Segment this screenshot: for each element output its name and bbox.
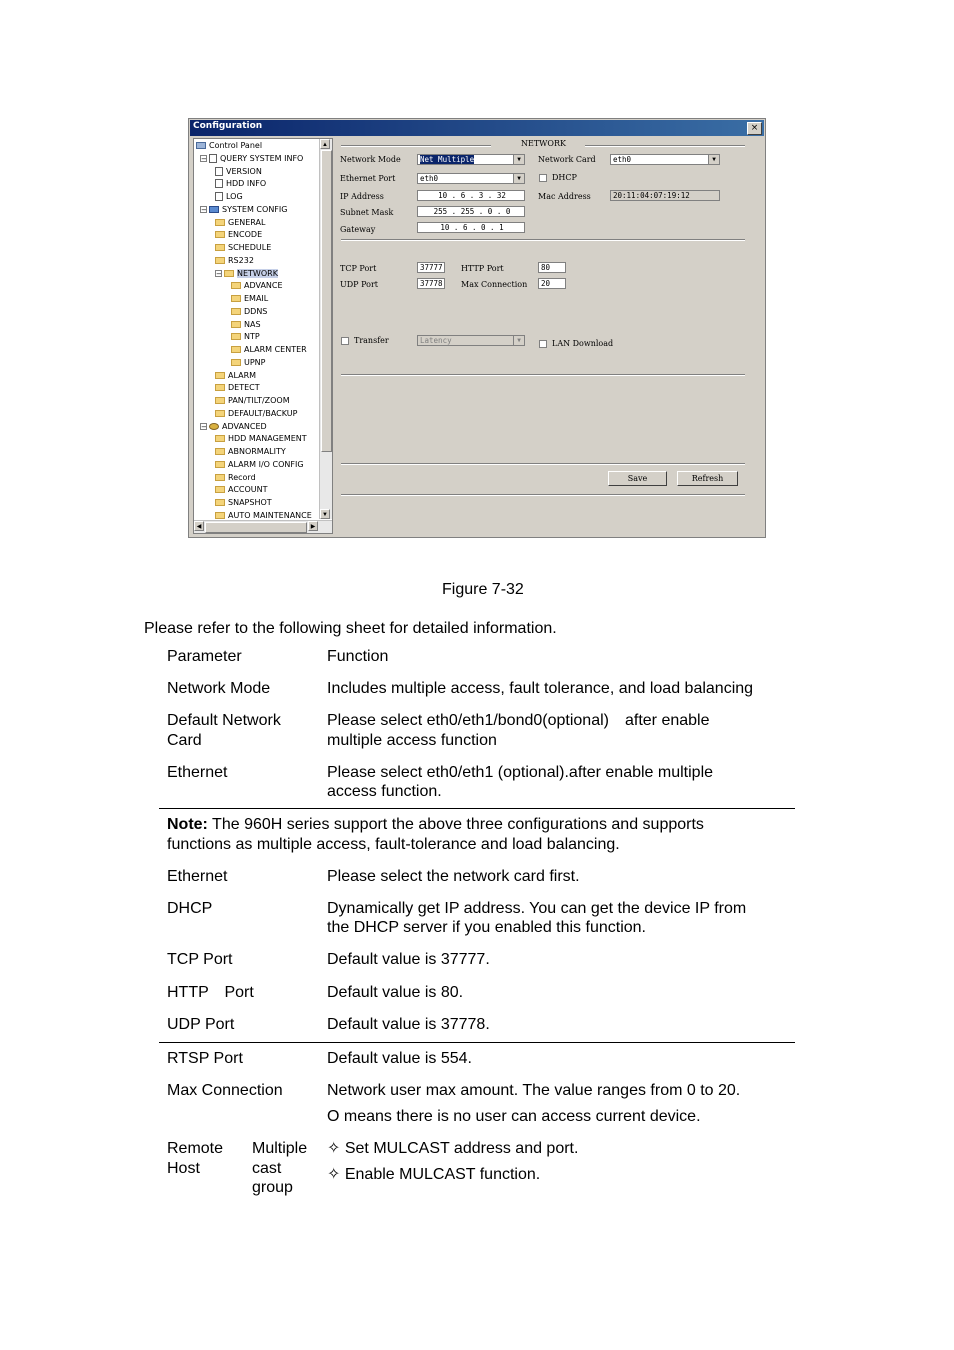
folder-icon (215, 231, 225, 238)
func-default-card-l2: multiple access function (327, 732, 497, 749)
tree-item-label: VERSION (226, 166, 262, 176)
tree-item-label: NAS (244, 319, 261, 329)
tree-item[interactable] (231, 358, 266, 368)
param-dhcp: DHCP (167, 900, 213, 917)
param-multicast-l2: cast (252, 1160, 282, 1177)
tree-item-label: ALARM (228, 370, 257, 380)
func-rtsp-port: Default value is 554. (327, 1050, 472, 1067)
intro-text: Please refer to the following sheet for detailed information. (144, 620, 557, 637)
config-icon (209, 206, 219, 213)
folder-icon (215, 372, 225, 379)
tree-item[interactable] (231, 307, 267, 317)
gears-icon (209, 423, 219, 430)
info-doc-icon (215, 192, 223, 201)
ip-address-input[interactable]: 10 . 6 . 3 . 32 (417, 190, 525, 201)
refresh-button[interactable]: Refresh (677, 471, 738, 486)
tree-item-label: LOG (226, 192, 243, 201)
tree-item[interactable] (215, 434, 307, 444)
tree-item[interactable] (215, 498, 272, 508)
dhcp-checkbox[interactable] (539, 174, 547, 182)
folder-icon (215, 244, 225, 251)
udp-port-input[interactable]: 37778 (417, 278, 445, 289)
param-http-port: HTTP Port (167, 984, 254, 1001)
chevron-down-icon[interactable]: ▼ (513, 336, 524, 345)
tree-item-label: AUTO MAINTENANCE (228, 510, 312, 520)
divider (585, 145, 745, 147)
tree-item-label: NETWORK (237, 268, 278, 278)
folder-icon (215, 397, 225, 404)
folder-icon (215, 474, 225, 481)
tree-item[interactable] (196, 141, 262, 151)
param-default-card-l2: Card (167, 732, 202, 749)
tree-item[interactable] (215, 218, 265, 228)
tree-item-label: ALARM I/O CONFIG (228, 459, 304, 469)
param-default-card-l1: Default Network (167, 712, 281, 729)
folder-icon (231, 321, 241, 328)
tree-item[interactable] (231, 332, 260, 342)
param-rtsp-port: RTSP Port (167, 1050, 243, 1067)
tcp-port-label: TCP Port (340, 264, 377, 273)
tree-view (193, 138, 333, 534)
tree-item[interactable] (231, 345, 307, 355)
folder-icon (215, 410, 225, 417)
table-rule (159, 808, 795, 809)
param-udp-port: UDP Port (167, 1016, 235, 1033)
info-doc-icon (215, 179, 223, 188)
tree-item-label: ACCOUNT (228, 485, 268, 495)
tree-item-label: ADVANCED (222, 421, 267, 431)
tree-item-label: PAN/TILT/ZOOM (228, 396, 290, 405)
chevron-down-icon[interactable]: ▼ (513, 155, 524, 164)
tree-item[interactable] (215, 473, 256, 483)
tree-item[interactable] (215, 243, 271, 253)
tree-item[interactable] (200, 422, 267, 432)
scroll-thumb[interactable] (321, 150, 332, 452)
ethernet-port-label: Ethernet Port (340, 174, 396, 183)
info-doc-icon (215, 167, 223, 176)
param-network-mode: Network Mode (167, 680, 271, 697)
func-ethernet-l1: Please select eth0/eth1 (optional).after enable multiple (327, 764, 714, 781)
tree-item-label: HDD MANAGEMENT (228, 434, 307, 444)
mac-address-label: Mac Address (538, 192, 591, 201)
divider (341, 463, 745, 465)
func-udp-port: Default value is 37778. (327, 1016, 490, 1033)
header-function: Function (327, 648, 389, 665)
tree-item[interactable] (215, 269, 278, 279)
tree-item-label: QUERY SYSTEM INFO (220, 153, 304, 163)
tree-item[interactable] (200, 205, 287, 215)
param-ethernet: Ethernet (167, 764, 228, 781)
func-tcp-port: Default value is 37777. (327, 951, 490, 968)
param-multicast-l3: group (252, 1179, 293, 1196)
folder-icon (215, 435, 225, 442)
tree-item[interactable] (215, 192, 243, 202)
tree-item[interactable] (215, 179, 266, 189)
tree-item-label: GENERAL (228, 217, 266, 227)
folder-icon (231, 295, 241, 302)
folder-icon (215, 257, 225, 264)
network-mode-dropdown[interactable] (417, 154, 525, 165)
tree-item-label: HDD INFO (226, 179, 267, 189)
info-doc-icon (209, 154, 217, 163)
collapse-icon[interactable]: − (201, 422, 207, 431)
dhcp-label: DHCP (552, 173, 577, 182)
tree-item[interactable] (215, 396, 290, 406)
bullet-set-mulcast: ✧ Set MULCAST address and port. (327, 1140, 579, 1157)
gateway-input[interactable]: 10 . 6 . 0 . 1 (417, 222, 525, 233)
note-text: The 960H series support the above three configurations and supports (207, 816, 704, 833)
ip-address-label: IP Address (340, 192, 384, 201)
bullet-enable-mulcast: ✧ Enable MULCAST function. (327, 1166, 541, 1183)
folder-icon (215, 461, 225, 468)
title-bar (190, 120, 764, 136)
lan-download-checkbox[interactable] (539, 340, 547, 348)
func-default-card-l1: Please select eth0/eth1/bond0(optional) after enable (327, 712, 710, 729)
network-mode-label: Network Mode (340, 155, 401, 164)
collapse-icon[interactable]: − (201, 205, 207, 214)
func-max-connection-l2: O means there is no user can access current device. (327, 1108, 701, 1125)
max-connection-input[interactable]: 20 (538, 278, 566, 289)
tree-item-label: DDNS (244, 306, 268, 316)
subnet-mask-input[interactable]: 255 . 255 . 0 . 0 (417, 206, 525, 217)
tree-item-label: UPNP (244, 357, 266, 367)
func-network-mode: Includes multiple access, fault tolerance, and load balancing (327, 680, 754, 697)
http-port-input[interactable]: 80 (538, 262, 566, 273)
collapse-icon[interactable]: − (201, 154, 207, 163)
folder-icon (231, 346, 241, 353)
param-max-connection: Max Connection (167, 1082, 283, 1099)
func-dhcp-l2: the DHCP server if you enabled this function. (327, 919, 646, 936)
tree-item[interactable] (215, 230, 262, 240)
folder-icon (215, 512, 225, 519)
network-card-value: eth0 (613, 155, 632, 164)
network-card-dropdown[interactable] (610, 154, 720, 165)
folder-open-icon (224, 270, 234, 277)
tree-item[interactable] (215, 383, 260, 393)
folder-icon (215, 384, 225, 391)
collapse-icon[interactable]: − (216, 269, 222, 278)
chevron-down-icon[interactable]: ▼ (708, 155, 719, 164)
folder-icon (231, 333, 241, 340)
header-parameter: Parameter (167, 648, 242, 665)
hscroll-thumb[interactable] (205, 522, 307, 533)
tree-item-label: SNAPSHOT (228, 498, 272, 507)
tree-item-label: Control Panel (209, 141, 263, 150)
param-remote-l1: Remote (167, 1140, 224, 1157)
gateway-label: Gateway (340, 225, 376, 234)
close-icon[interactable]: × (747, 122, 762, 135)
configuration-window (188, 118, 766, 538)
folder-icon (231, 308, 241, 315)
http-port-label: HTTP Port (461, 264, 504, 273)
param-remote-l2: Host (167, 1160, 200, 1177)
tree-vertical-scrollbar[interactable] (319, 139, 332, 519)
folder-icon (215, 486, 225, 493)
chevron-down-icon[interactable]: ▼ (513, 174, 524, 183)
computer-icon (196, 142, 206, 149)
scroll-down-icon[interactable]: ▼ (320, 509, 330, 519)
table-rule (159, 1042, 795, 1043)
window-title: Configuration (193, 121, 263, 131)
tree-item-label: DEFAULT/BACKUP (228, 408, 298, 418)
folder-icon (215, 448, 225, 455)
folder-icon (231, 359, 241, 366)
section-title: NETWORK (521, 139, 566, 148)
note-label: Note: (167, 816, 208, 833)
tree-item[interactable] (215, 167, 262, 177)
transfer-checkbox[interactable] (341, 337, 349, 345)
mac-address-field: 20:11:04:07:19:12 (610, 190, 720, 201)
note-line-2: functions as multiple access, fault-tolerance and load balancing. (167, 836, 620, 853)
tree-item-label: NTP (244, 332, 260, 342)
folder-icon (215, 219, 225, 226)
udp-port-label: UDP Port (340, 280, 378, 289)
param-ethernet-2: Ethernet (167, 868, 228, 885)
folder-icon (231, 282, 241, 289)
scroll-right-icon[interactable]: ▶ (308, 521, 318, 531)
figure-caption: Figure 7-32 (442, 581, 524, 598)
transfer-value: Latency (420, 336, 452, 345)
tree-item[interactable] (231, 281, 283, 291)
divider (341, 494, 745, 496)
folder-icon (215, 499, 225, 506)
tree-item-label: ABNORMALITY (228, 447, 286, 456)
network-mode-value: Net Multiple (420, 155, 475, 164)
ethernet-port-value: eth0 (420, 174, 439, 183)
tree-item-label: SCHEDULE (228, 243, 272, 252)
tree-item[interactable] (215, 447, 286, 457)
func-ethernet-2: Please select the network card first. (327, 868, 580, 885)
ethernet-port-dropdown[interactable] (417, 173, 525, 184)
tree-item-label: Record (228, 472, 256, 482)
transfer-label: Transfer (354, 336, 389, 345)
tree-item[interactable] (215, 485, 268, 495)
func-dhcp-l1: Dynamically get IP address. You can get the device IP from (327, 900, 747, 917)
func-http-port: Default value is 80. (327, 984, 464, 1001)
tree-item-label: RS232 (228, 255, 254, 265)
lan-download-label: LAN Download (552, 339, 614, 348)
tree-item[interactable] (215, 409, 297, 419)
func-ethernet-l2: access function. (327, 783, 442, 800)
tree-item-label: ALARM CENTER (244, 345, 307, 354)
tree-item-label: ENCODE (228, 230, 263, 240)
param-multicast-l1: Multiple (252, 1140, 308, 1157)
tree-item[interactable] (200, 154, 303, 164)
tree-item[interactable] (215, 460, 304, 470)
tree-item-label: SYSTEM CONFIG (222, 204, 288, 214)
scroll-left-icon[interactable]: ◀ (194, 521, 204, 531)
tree-item[interactable] (215, 371, 256, 381)
divider (341, 145, 491, 147)
save-button[interactable]: Save (608, 471, 667, 486)
subnet-mask-label: Subnet Mask (340, 208, 394, 217)
max-connection-label: Max Connection (461, 280, 528, 289)
tree-horizontal-scrollbar[interactable] (194, 520, 332, 533)
tree-item[interactable] (215, 256, 254, 266)
param-tcp-port: TCP Port (167, 951, 233, 968)
tree-item-label: ADVANCE (244, 281, 283, 291)
tcp-port-input[interactable]: 37777 (417, 262, 445, 273)
tree-item-label: EMAIL (244, 294, 269, 303)
tree-item-label: DETECT (228, 383, 260, 393)
tree-item[interactable] (231, 320, 261, 330)
divider (341, 374, 745, 376)
transfer-dropdown[interactable] (417, 335, 525, 346)
tree-item[interactable] (231, 294, 268, 304)
note-line-1 (167, 815, 704, 835)
scroll-up-icon[interactable]: ▲ (320, 139, 330, 149)
func-max-connection-l1: Network user max amount. The value ranges from 0 to 20. (327, 1082, 741, 1099)
network-card-label: Network Card (538, 155, 596, 164)
divider (341, 239, 745, 241)
